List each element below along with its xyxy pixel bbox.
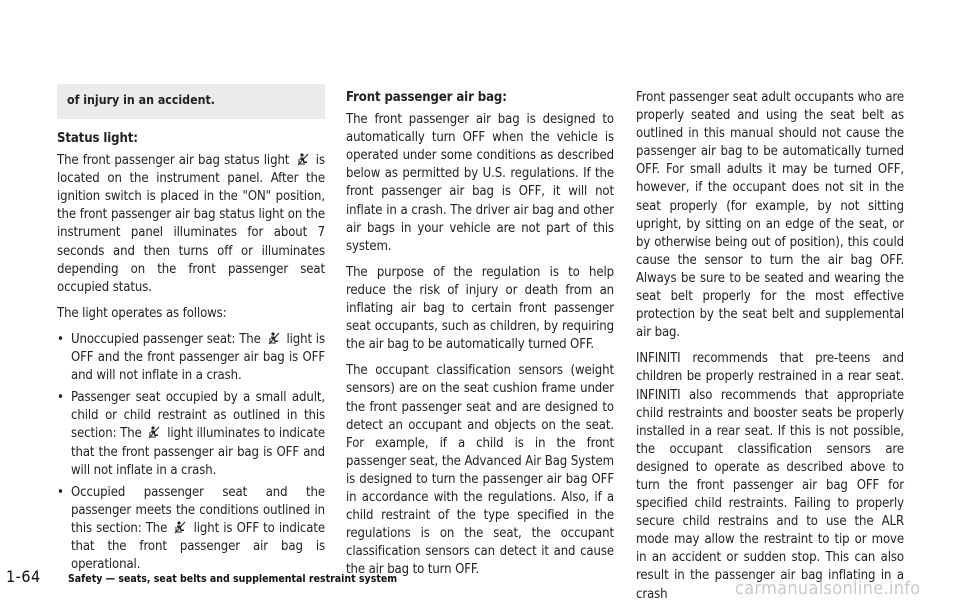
paragraph: The front passenger air bag is designed to automatically turn OFF when the vehicle is operated under some conditions as described below as permitted by U.S. regulations. If the front passenger air bag is OFF, it will not inflate in a crash. The driver air bag and other air bags in your vehicle are not part of this system. [346,112,614,254]
list-item: • Passenger seat occupied by a small adult, child or child restraint as outlined in this section: The light illuminates to indicate that the front passenger air bag is OFF and will not inflate in a crash. [57,390,325,478]
paragraph: The purpose of the regulation is to help reduce the risk of injury or death from an inflating air bag to certain front passenger seat occupants, such as children, by requiring the air bag to be automatically turned OFF. [346,264,614,353]
column-1 [57,130,325,578]
bullet-glyph: • [57,484,64,500]
list-item: • Unoccupied passenger seat: The light is OFF and the front passenger air bag is OFF and will not inflate in a crash. [57,331,325,384]
status-light-paragraph: The front passenger air bag status light is located on the instrument panel. After the ignition switch is placed in the "ON" position, the front passenger air bag status light on the instrument panel illuminates for about 7 seconds and then turns off or illuminates depending on the front passenger seat occupied status. [57,153,325,295]
passenger-airbag-off-icon [174,521,186,534]
status-bullet-list [57,331,325,574]
passenger-airbag-off-icon [297,153,309,166]
warning-text: of injury in an accident. [67,93,215,107]
passenger-airbag-off-icon [148,426,160,439]
bullet-glyph: • [57,331,64,347]
column-2 [346,89,614,587]
passenger-airbag-off-icon [268,332,280,345]
status-light-heading: Status light: [57,131,138,146]
bullet-glyph: • [57,390,64,406]
light-operates-text: The light operates as follows: [57,305,227,321]
watermark: carmanualsonline.info [735,578,921,599]
paragraph: Front passenger seat adult occupants who are properly seated and using the seat belt as outlined in this manual should not cause the passenger air bag to be automatically turned OFF. For small adults it may be turned OFF, however, if the occupant does not sit in the seat properly (for example, by not sitting upright, by sitting on an edge of the seat, or by otherwise being out of position), this could cause the sensor to turn the air bag OFF. Always be sure to be seated and wearing the seat belt properly for the most effective protection by the seat belt and supplemental air bag. [636,90,904,341]
paragraph: INFINITI recommends that pre-teens and children be properly restrained in a rear seat. INFINITI also recommends that appropriate child restraints and booster seats be properly installed in a rear seat. If this is not possible, the occupant classification sensors are designed to operate as described above to turn the front passenger air bag OFF for specified child restraints. Failing to properly secure child restrains and to use the ALR mode may allow the restraint to tip or move in an accident or sudden stop. This can also result in the passenger air bag inflating in a crash [636,351,904,602]
column-3 [636,89,904,612]
section-title: Safety — seats, seat belts and supplemental restraint system [68,573,398,585]
list-item: • Occupied passenger seat and the passenger meets the conditions outlined in this section: The light is OFF to indicate that the front passenger air bag is operational. [57,484,325,573]
front-passenger-airbag-heading: Front passenger air bag: [346,90,507,105]
page-number: 1-64 [6,567,41,586]
paragraph: The occupant classification sensors (weight sensors) are on the seat cushion frame under the front passenger seat and are designed to detect an occupant and objects on the seat. For example, if a child is in the front passenger seat, the Advanced Air Bag System is designed to turn the passenger air bag OFF in accordance with the regulations. Also, if a child restraint of the type specified in the regulations is on the seat, the occupant classification sensors can detect it and cause the air bag to turn OFF. [346,363,614,578]
